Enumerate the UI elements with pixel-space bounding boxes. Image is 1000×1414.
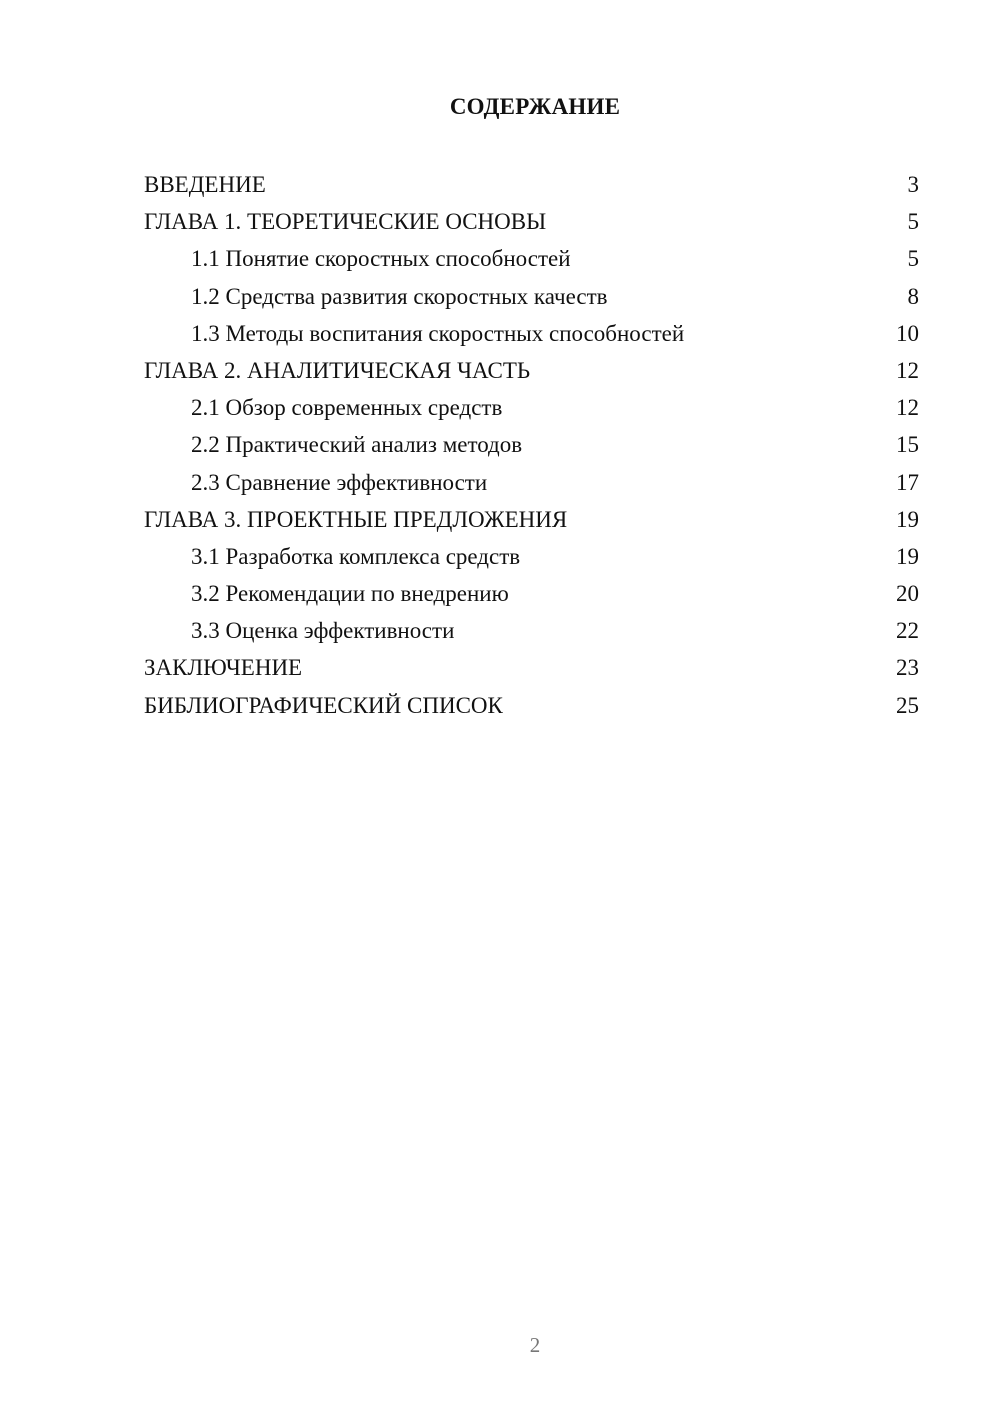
toc-entry-section-3-1[interactable] [144, 538, 919, 575]
toc-entry-page: 17 [896, 469, 919, 495]
toc-entry-section-1-3[interactable] [144, 315, 919, 352]
toc-entry-bibliography[interactable] [144, 687, 919, 724]
toc-entry-label: ВВЕДЕНИЕ [144, 172, 266, 197]
toc-entry-section-2-2[interactable] [144, 426, 919, 463]
toc-entry-section-3-3[interactable] [144, 612, 919, 649]
toc-title: СОДЕРЖАНИЕ [449, 94, 621, 119]
toc-entry-label: 1.2 Средства развития скоростных качеств [191, 283, 608, 309]
toc-entry-page: 5 [907, 246, 919, 272]
toc-entry-label: 1.1 Понятие скоростных способностей [191, 246, 571, 272]
toc-entry-label: 2.1 Обзор современных средств [191, 395, 503, 421]
toc-entry-section-1-1[interactable] [144, 240, 919, 277]
toc-entry-introduction[interactable] [144, 166, 919, 203]
toc-entry-label: 2.3 Сравнение эффективности [191, 469, 488, 495]
toc-entry-page: 23 [896, 655, 919, 681]
toc-entry-chapter-1[interactable] [144, 203, 919, 240]
toc-entry-section-3-2[interactable] [144, 575, 919, 612]
toc-entry-page: 19 [896, 543, 919, 569]
toc-entry-page: 22 [896, 618, 919, 644]
toc-entry-page: 12 [896, 395, 919, 421]
toc-entry-label: ГЛАВА 1. ТЕОРЕТИЧЕСКИЕ ОСНОВЫ [144, 209, 547, 235]
toc-entry-page: 8 [907, 283, 919, 309]
toc-entry-label: ГЛАВА 3. ПРОЕКТНЫЕ ПРЕДЛОЖЕНИЯ [144, 506, 568, 532]
toc-entry-label: 3.1 Разработка комплекса средств [191, 543, 521, 569]
toc-entry-page: 5 [907, 209, 919, 235]
toc-entry-label: 1.3 Методы воспитания скоростных способностей [191, 320, 685, 346]
toc-entry-chapter-2[interactable] [144, 352, 919, 389]
toc-entry-label: 3.2 Рекомендации по внедрению [191, 581, 509, 607]
toc-entry-label: БИБЛИОГРАФИЧЕСКИЙ СПИСОК [144, 692, 503, 718]
toc-entry-label: 3.3 Оценка эффективности [191, 618, 455, 644]
toc-entry-section-1-2[interactable] [144, 278, 919, 315]
toc-entry-label: ГЛАВА 2. АНАЛИТИЧЕСКАЯ ЧАСТЬ [144, 357, 531, 383]
toc-entry-section-2-1[interactable] [144, 389, 919, 426]
toc-entry-page: 19 [896, 506, 919, 532]
toc-entry-conclusion[interactable] [144, 649, 919, 686]
toc-entry-label: ЗАКЛЮЧЕНИЕ [144, 655, 303, 681]
toc-entry-section-2-3[interactable] [144, 464, 919, 501]
toc-entry-page: 12 [896, 357, 919, 383]
toc-entry-chapter-3[interactable] [144, 501, 919, 538]
table-of-contents [144, 166, 919, 724]
page-number: 2 [529, 1333, 541, 1357]
toc-entry-label: 2.2 Практический анализ методов [191, 432, 523, 458]
toc-entry-page: 20 [896, 581, 919, 607]
toc-entry-page: 10 [896, 320, 919, 346]
toc-entry-page: 15 [896, 432, 919, 458]
toc-entry-page: 25 [896, 692, 919, 718]
toc-entry-page: 3 [907, 172, 919, 197]
